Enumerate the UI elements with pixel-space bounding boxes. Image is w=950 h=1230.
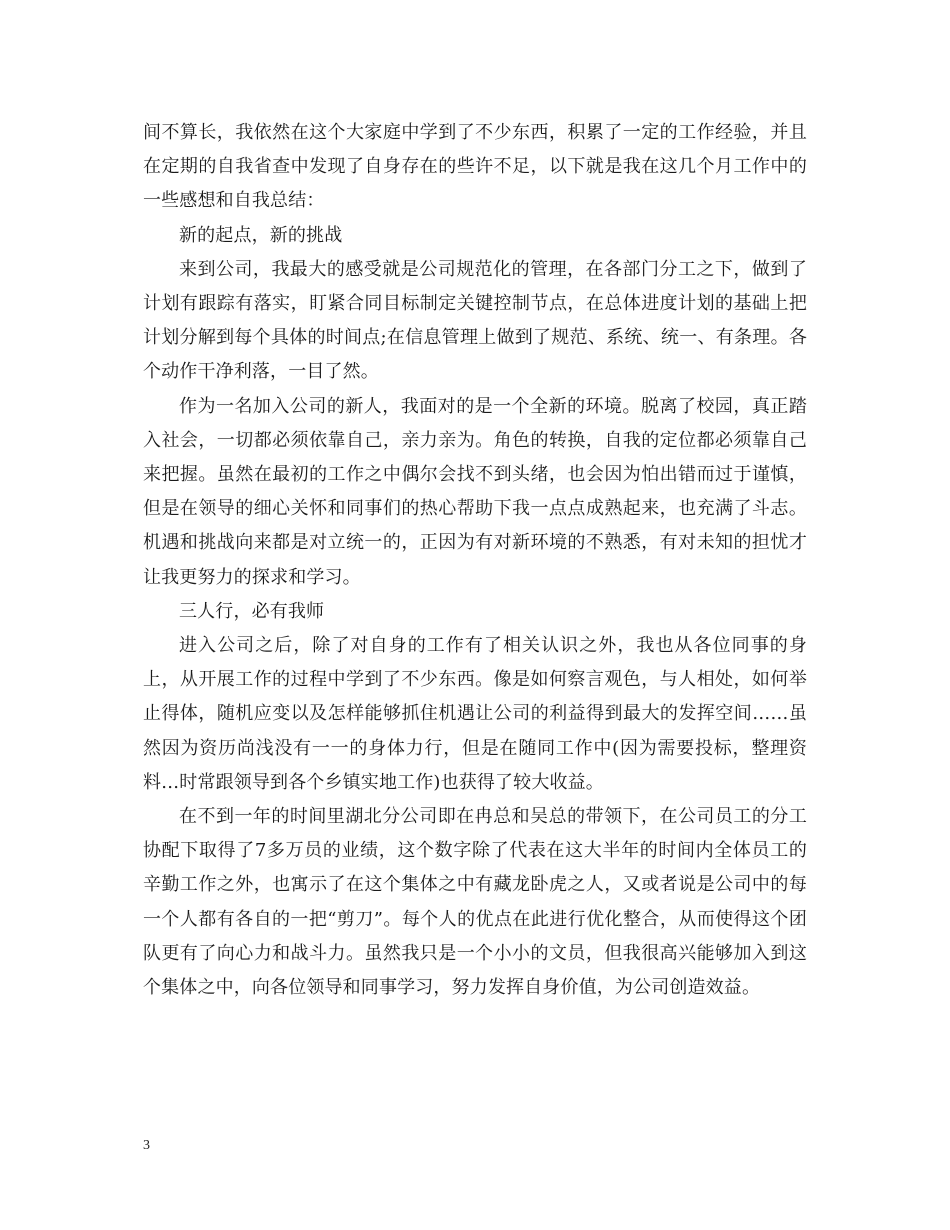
section-heading-new-start: 新的起点，新的挑战 (179, 224, 343, 246)
section-heading-learn-from-others: 三人行，必有我师 (179, 600, 325, 622)
paragraph-team-achievement: 在不到一年的时间里湖北分公司即在冉总和吴总的带领下，在公司员工的分工协配下取得了7多万员的业绩，这个数字除了代表在这大半年的时间内全体员工的辛勤工作之外，也寓示了在这个集体之中有藏龙卧虎之人，又或者说是公司中的每一个人都有各自的一把“剪刀”。每个人的优点在此进行优化整合，从而使得这个团队更有了向心力和战斗力。虽然我只是一个小小的文员，但我很高兴能够加入到这个集体之中，向各位领导和同事学习，努力发挥自身价值，为公司创造效益。 (143, 806, 807, 999)
document-body (143, 116, 807, 1005)
page-number: 3 (143, 1138, 150, 1153)
paragraph-company-management: 来到公司，我最大的感受就是公司规范化的管理，在各部门分工之下，做到了计划有跟踪有落实，盯紧合同目标制定关键控制节点，在总体进度计划的基础上把计划分解到每个具体的时间点;在信息管理上做到了规范、系统、统一、有条理。各个动作干净利落，一目了然。 (143, 258, 807, 383)
paragraph-intro-continuation: 间不算长，我依然在这个大家庭中学到了不少东西，积累了一定的工作经验，并且在定期的自我省查中发现了自身存在的些许不足，以下就是我在这几个月工作中的一些感想和自我总结： (143, 122, 807, 212)
paragraph-new-environment: 作为一名加入公司的新人，我面对的是一个全新的环境。脱离了校园，真正踏入社会，一切都必须依靠自己，亲力亲为。角色的转换，自我的定位都必须靠自己来把握。虽然在最初的工作之中偶尔会找不到头绪，也会因为怕出错而过于谨慎，但是在领导的细心关怀和同事们的热心帮助下我一点点成熟起来，也充满了斗志。机遇和挑战向来都是对立统一的，正因为有对新环境的不熟悉，有对未知的担忧才让我更努力的探求和学习。 (143, 395, 807, 588)
paragraph-learning-from-colleagues: 进入公司之后，除了对自身的工作有了相关认识之外，我也从各位同事的身上，从开展工作的过程中学到了不少东西。像是如何察言观色，与人相处，如何举止得体，随机应变以及怎样能够抓住机遇让公司的利益得到最大的发挥空间……虽然因为资历尚浅没有一一的身体力行，但是在随同工作中(因为需要投标，整理资料…时常跟领导到各个乡镇实地工作)也获得了较大收益。 (143, 635, 807, 793)
